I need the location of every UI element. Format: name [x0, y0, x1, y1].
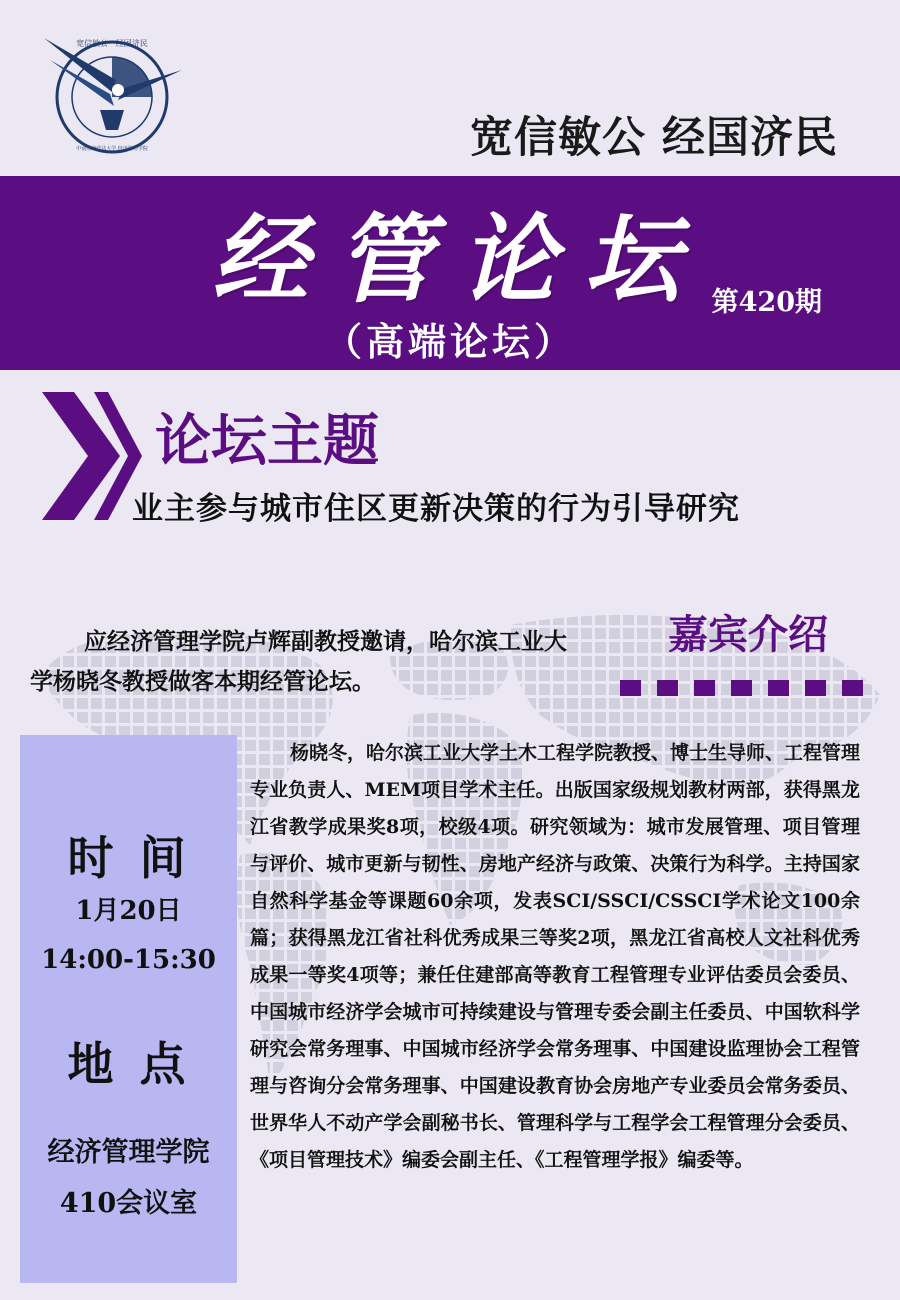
- dot-divider: [768, 680, 789, 696]
- guest-bio: 杨晓冬，哈尔滨工业大学土木工程学院教授、博士生导师、工程管理专业负责人、MEM项目学术主任。出版国家级规划教材两部，获得黑龙江省教学成果奖8项，校级4项。研究领域为：城市发展管理、项目管理与评价、城市更新与韧性、房地产经济与政策、决策行为科学。主持国家自然科学基金等课题60余项，发表SCI/SSCI/CSSCI学术论文100余篇；获得黑龙江省社科优秀成果三等奖2项，黑龙江省高校人文社科优秀成果一等奖4项等；兼任住建部高等教育工程管理专业评估委员会委员、中国城市经济学会城市可持续建设与管理专委会副主任委员、中国软科学研究会常务理事、中国城市经济学会常务理事、中国建设监理协会工程管理与咨询分会常务理事、中国建设教育协会房地产专业委员会常务委员、世界华人不动产学会副秘书长、管理科学与工程学会工程管理分会委员、《项目管理技术》编委会副主任、《工程管理学报》编委等。: [250, 742, 861, 1171]
- chevron-icon: [42, 392, 142, 520]
- issue-number: 第420期: [711, 287, 822, 318]
- forum-subtitle: （高端论坛）: [323, 319, 576, 364]
- guest-heading: 嘉宾介绍: [668, 611, 828, 658]
- venue-building: 经济管理学院: [47, 1137, 210, 1168]
- logo-top-text: 宽信敏公 · 经国济民: [76, 39, 148, 48]
- title-banner: [0, 176, 900, 370]
- forum-title: 经管论坛: [212, 203, 708, 316]
- school-logo: [40, 30, 185, 155]
- school-motto: 宽信敏公 经国济民: [470, 113, 838, 163]
- event-hours: 14:00-15:30: [41, 945, 216, 975]
- theme-heading: 论坛主题: [155, 408, 379, 474]
- venue-room: 410会议室: [59, 1188, 198, 1219]
- intro-paragraph: 应经济管理学院卢辉副教授邀请，哈尔滨工业大学杨晓冬教授做客本期经管论坛。: [30, 628, 567, 695]
- place-label: 地点: [67, 1037, 212, 1091]
- time-label: 时间: [67, 831, 212, 885]
- dot-divider: [805, 680, 826, 696]
- schedule-box: [20, 735, 237, 1283]
- theme-title: 业主参与城市住区更新决策的行为引导研究: [132, 491, 740, 527]
- dot-divider: [842, 680, 863, 696]
- dot-divider: [731, 680, 752, 696]
- event-date: 1月20日: [75, 896, 182, 926]
- logo-bottom-text: 中南财经政法大学 经济管理学院: [76, 146, 148, 152]
- dot-divider: [694, 680, 715, 696]
- dot-divider: [657, 680, 678, 696]
- dot-divider: [620, 680, 641, 696]
- decorative-dots: [620, 680, 863, 696]
